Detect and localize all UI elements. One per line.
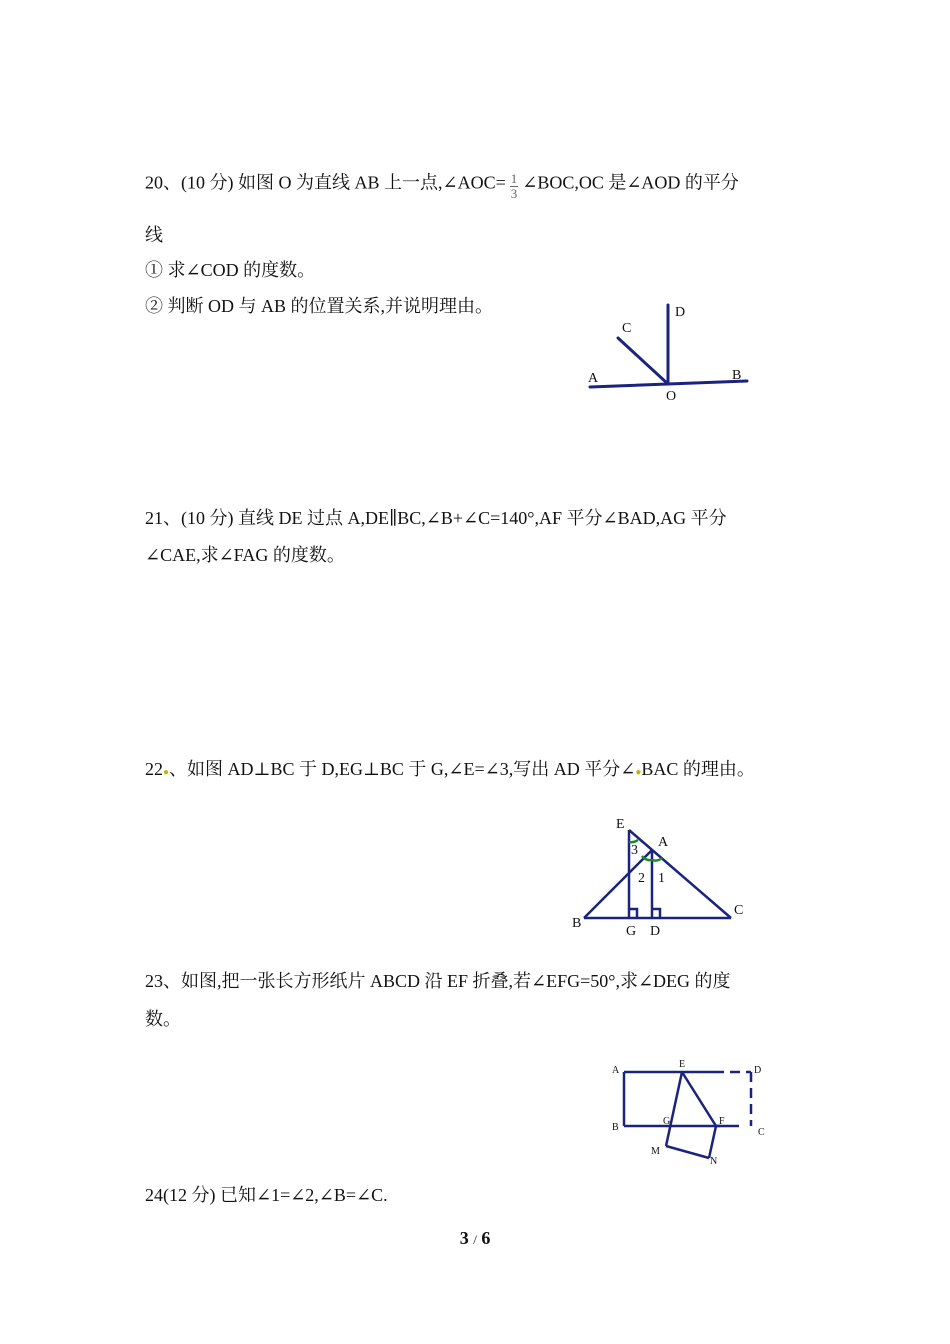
label-b: B bbox=[612, 1122, 619, 1133]
label-b: B bbox=[732, 368, 742, 383]
fold-ef bbox=[682, 1072, 716, 1126]
edge-nf bbox=[709, 1126, 716, 1158]
label-d: D bbox=[650, 924, 661, 939]
label-a: A bbox=[588, 371, 599, 386]
label-g: G bbox=[626, 924, 637, 939]
q23-line2: 数。 bbox=[145, 1009, 181, 1029]
edit-mark: ● bbox=[635, 767, 642, 778]
q21-line1: 21、(10 分) 直线 DE 过点 A,DE∥BC,∠B+∠C=140°,AF 平分∠BAD,AG 平分 bbox=[145, 508, 727, 528]
q20-line1 bbox=[145, 170, 739, 199]
q20-frac-den: 3 bbox=[510, 186, 518, 201]
edge-mn bbox=[666, 1146, 709, 1158]
ray-oc bbox=[618, 338, 668, 384]
page-total: 6 bbox=[481, 1228, 491, 1248]
label-f: F bbox=[719, 1116, 725, 1127]
label-angle-2: 2 bbox=[638, 871, 645, 886]
arc-angle-1 bbox=[652, 858, 662, 861]
q20-fraction bbox=[510, 172, 519, 201]
q23-figure bbox=[608, 1058, 778, 1170]
label-g: G bbox=[663, 1116, 671, 1127]
q20-item1: ① 求∠COD 的度数。 bbox=[145, 260, 316, 280]
label-d: D bbox=[675, 305, 686, 320]
label-b: B bbox=[572, 916, 582, 931]
q24-line1: 24(12 分) 已知∠1=∠2,∠B=∠C. bbox=[145, 1185, 388, 1205]
q22-line bbox=[145, 757, 755, 785]
label-a: A bbox=[658, 835, 669, 850]
label-m: M bbox=[651, 1146, 660, 1157]
label-d: D bbox=[754, 1065, 762, 1076]
label-o: O bbox=[666, 389, 677, 404]
q20-figure bbox=[580, 300, 760, 410]
q20-suffix: ∠BOC,OC 是∠AOD 的平分 bbox=[522, 172, 739, 193]
q22-text-a: 、如图 AD⊥BC 于 D,EG⊥BC 于 G,∠E=∠3,写出 AD 平分∠ bbox=[169, 759, 636, 779]
label-c: C bbox=[758, 1127, 765, 1138]
q21-line2: ∠CAE,求∠FAG 的度数。 bbox=[145, 545, 345, 565]
label-angle-3: 3 bbox=[631, 843, 638, 858]
label-c: C bbox=[622, 321, 632, 336]
q20-prefix: 20、(10 分) 如图 O 为直线 AB 上一点,∠AOC= bbox=[145, 172, 506, 193]
page-current: 3 bbox=[459, 1228, 469, 1248]
q22-text-b: BAC 的理由。 bbox=[641, 759, 755, 779]
label-c: C bbox=[734, 903, 744, 918]
q22-figure bbox=[568, 812, 758, 942]
arc-angle-3 bbox=[629, 840, 638, 842]
q22-number: 22 bbox=[145, 759, 163, 779]
fold-em bbox=[666, 1072, 682, 1146]
q20-line2: 线 bbox=[145, 225, 163, 245]
label-n: N bbox=[710, 1156, 718, 1167]
edit-mark: ● bbox=[163, 767, 170, 778]
label-e: E bbox=[679, 1059, 686, 1070]
label-a: A bbox=[612, 1065, 620, 1076]
q23-line1: 23、如图,把一张长方形纸片 ABCD 沿 EF 折叠,若∠EFG=50°,求∠DEG 的度 bbox=[145, 971, 731, 991]
q20-frac-num: 1 bbox=[510, 171, 518, 186]
q20-item2: ② 判断 OD 与 AB 的位置关系,并说明理由。 bbox=[145, 296, 494, 316]
page-separator: / bbox=[473, 1232, 477, 1247]
label-e: E bbox=[616, 817, 625, 832]
page-number bbox=[0, 1228, 950, 1249]
label-angle-1: 1 bbox=[658, 871, 665, 886]
